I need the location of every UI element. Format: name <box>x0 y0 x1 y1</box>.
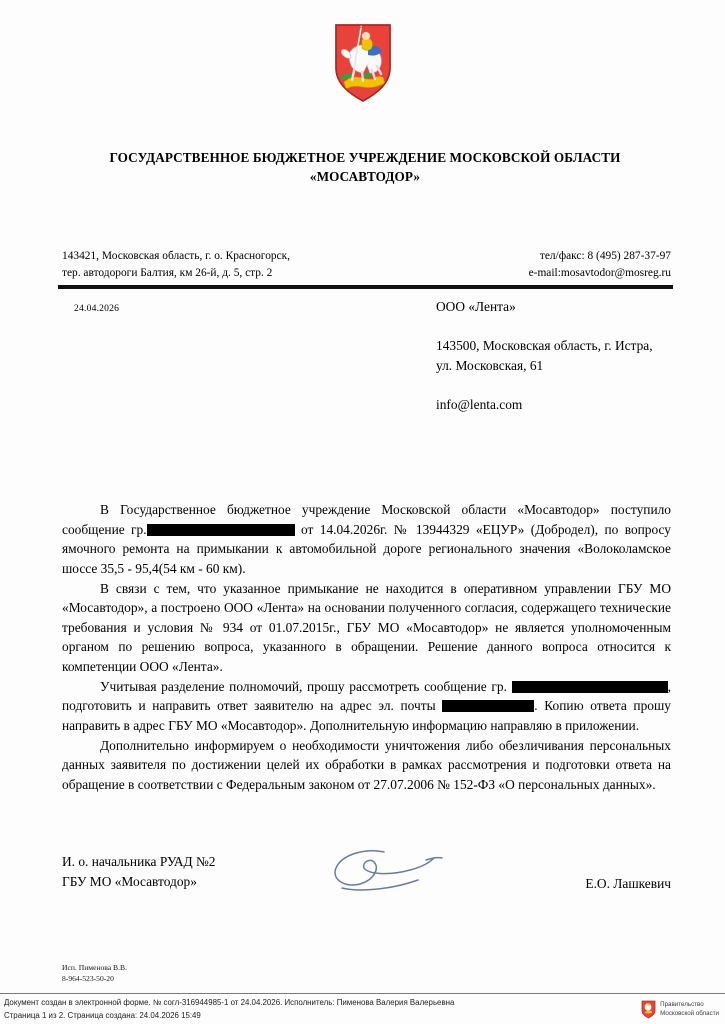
coat-of-arms-image <box>332 22 394 104</box>
letterhead-address <box>62 248 290 281</box>
footer-line-2: Страница 1 из 2. Страница создана: 24.04.2026 15:49 <box>4 1010 201 1020</box>
gov-line-1: Правительство <box>660 1000 704 1008</box>
coat-of-arms <box>0 22 725 104</box>
paragraph-1-part-a: В Государственное бюджетное учреждение Московской области «Мосавтодор» поступило сообщение гр. <box>62 502 671 537</box>
organization-title-line1: ГОСУДАРСТВЕННОЕ БЮДЖЕТНОЕ УЧРЕЖДЕНИЕ МОСКОВСКОЙ ОБЛАСТИ <box>109 150 621 165</box>
letter-body <box>62 500 671 794</box>
email-address: e-mail:mosavtodor@mosreg.ru <box>528 266 671 279</box>
paragraph-1-part-b: от 14.04.2026г. № 13944329 «ЕЦУР» (Добродел), по вопросу ямочного ремонта на примыкании к автомобильной дороге регионального значения «Волоколамское шоссе 35,5 - 95,4(54 км - 60 км). <box>62 521 671 576</box>
handwritten-signature-icon <box>310 846 490 898</box>
body-paragraph-1 <box>62 500 671 579</box>
organization-title-line2: «МОСАВТОДОР» <box>309 169 421 185</box>
recipient-address-line2: ул. Московская, 61 <box>436 358 544 374</box>
redaction-bar-name-2 <box>512 681 620 693</box>
signer-name: Е.О. Лашкевич <box>585 876 671 891</box>
paragraph-3-part-b: , подготовить и направить ответ заявителю на адрес эл. почты <box>62 678 671 714</box>
gov-line-2: Московской области <box>660 1009 719 1017</box>
paragraph-3-part-a: Учитывая разделение полномочий, прошу рассмотреть сообщение гр. <box>100 678 507 694</box>
organization-title <box>60 148 670 186</box>
executor-phone: 8-964-523-50-20 <box>62 974 114 984</box>
recipient-email: info@lenta.com <box>436 397 523 413</box>
redaction-bar-name-3 <box>620 681 668 693</box>
body-paragraph-3 <box>62 677 671 736</box>
signer-position <box>62 852 216 892</box>
body-paragraph-2: В связи с тем, что указанное примыкание не находится в оперативном управлении ГБУ МО «Мосавтодор», а построено ООО «Лента» на основании полученного согласия, содержащего технические требования и условия № 934 от 01.07.2015г., ГБУ МО «Мосавтодор» не является уполномоченным органом по решению вопроса, указанного в обращении. Решение данного вопроса относится к компетенции ООО «Лента». <box>62 580 671 674</box>
recipient-block <box>436 297 686 415</box>
signer-position-line2: ГБУ МО «Мосавтодор» <box>62 874 197 890</box>
phone-fax: тел/факс: 8 (495) 287-37-97 <box>539 250 671 262</box>
government-logo <box>641 1000 719 1019</box>
recipient-address <box>436 336 686 376</box>
document-date: 24.04.2026 <box>74 303 120 314</box>
executor-name: Исп. Пименова В.В. <box>62 963 127 972</box>
recipient-company: ООО «Лента» <box>436 299 516 314</box>
address-line-1: 143421, Московская область, г. о. Красногорск, <box>62 250 291 262</box>
letterhead-contacts <box>62 248 671 281</box>
footer-metadata <box>4 997 454 1023</box>
paragraph-3-part-c: . Копию ответа прошу направить в адрес ГБУ МО «Мосавтодор». Дополнительную информацию направляю в приложении. <box>62 698 671 733</box>
redaction-bar-email <box>442 700 534 712</box>
executor-note <box>62 962 127 985</box>
redaction-bar-name-1 <box>147 524 295 536</box>
address-line-2: тер. автодороги Балтия, км 26-й, д. 5, стр. 2 <box>62 266 273 279</box>
recipient-address-line1: 143500, Московская область, г. Истра, <box>436 338 653 354</box>
footer-divider <box>0 993 725 994</box>
signer-position-line1: И. о. начальника РУАД №2 <box>62 854 216 869</box>
footer-line-1: Документ создан в электронной форме. № согл-316944985-1 от 24.04.2026. Исполнитель: Пименова Валерия Валерьевна <box>4 998 455 1007</box>
government-logo-text <box>660 1001 719 1019</box>
header-divider <box>58 285 673 289</box>
body-paragraph-4: Дополнительно информируем о необходимости уничтожения либо обезличивания персональных данных заявителя по достижении целей их обработки в рамках рассмотрения и подготовки ответа на обращение в соответствии с Федеральным законом от 27.07.2006 № 152-ФЗ «О персональных данных». <box>62 737 671 792</box>
letterhead-comms <box>529 248 671 281</box>
coat-of-arms-mini-icon <box>641 1000 656 1019</box>
signature-block <box>62 852 671 898</box>
